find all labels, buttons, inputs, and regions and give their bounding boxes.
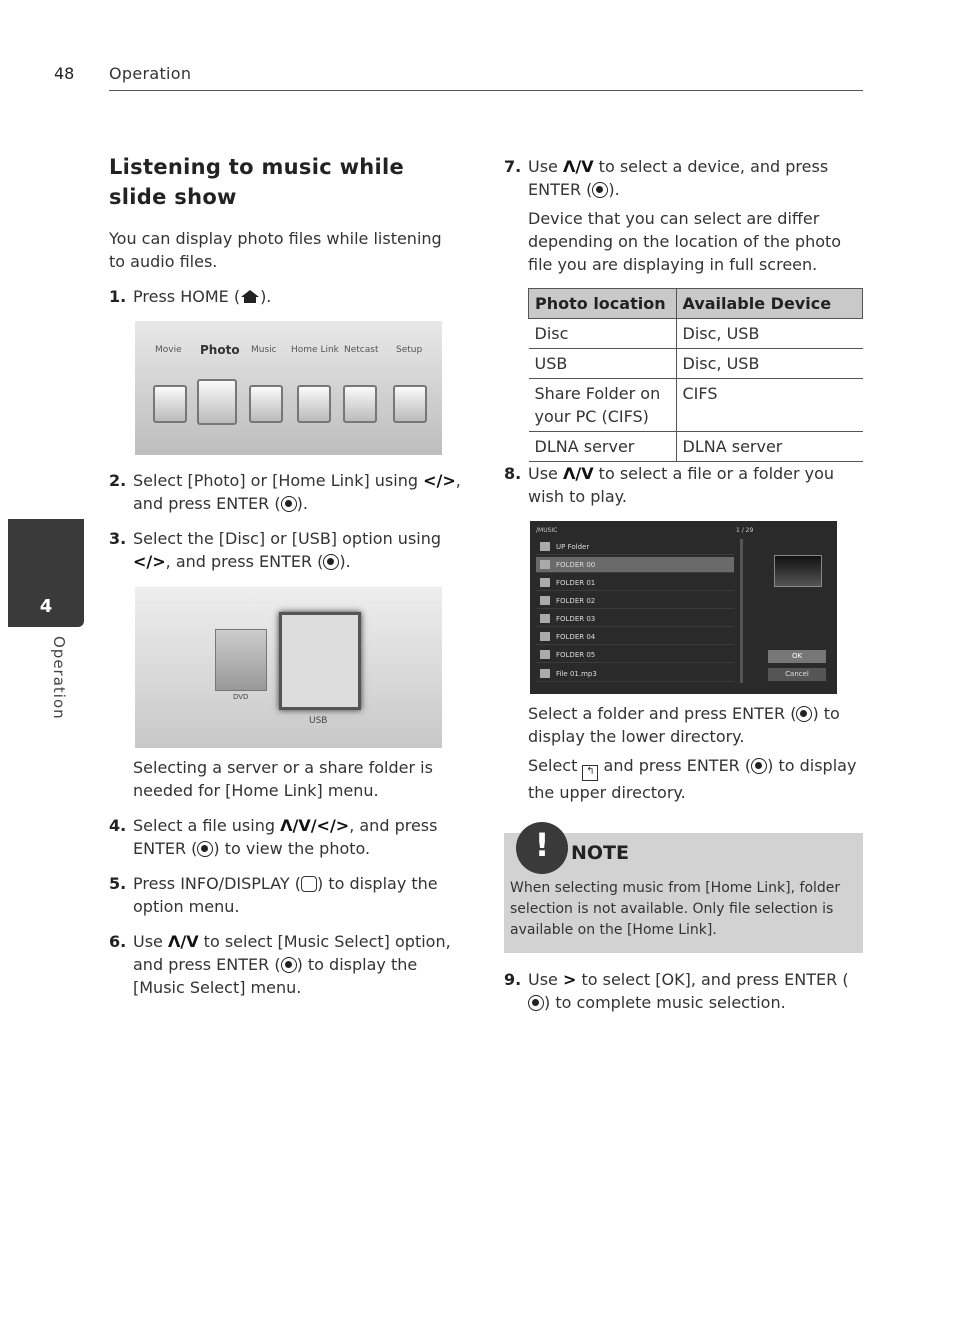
folder-path: /MUSIC (536, 527, 558, 534)
header-divider (109, 90, 863, 91)
step-text: ). (260, 287, 272, 306)
step-3 (109, 527, 467, 573)
step-6 (109, 930, 465, 999)
step-number: 1. (109, 287, 127, 306)
intro-text: You can display photo files while listening to audio files. (109, 229, 442, 271)
list-item[interactable]: FOLDER 05 (536, 647, 734, 663)
arrow-keys: Λ/V (167, 932, 199, 951)
step-text: Use (528, 157, 563, 176)
step-1 (109, 285, 463, 308)
arrow-keys: > (562, 970, 577, 989)
step-text: Select the [Disc] or [USB] option using (133, 529, 442, 548)
music-icon (249, 385, 283, 423)
step-number: 3. (109, 529, 127, 548)
menu-label: Music (251, 345, 277, 355)
step-text: ) to display the option menu. (133, 874, 438, 916)
step-text: , and press ENTER ( (133, 816, 438, 858)
menu-label: Setup (396, 345, 423, 355)
device-table (528, 288, 863, 462)
step-text: to select [Music Select] option, and press ENTER ( (133, 932, 451, 974)
cancel-button[interactable]: Cancel (768, 668, 826, 681)
note-text: Select (528, 756, 583, 775)
setup-icon (393, 385, 427, 423)
list-item[interactable]: FOLDER 02 (536, 593, 734, 609)
list-item[interactable]: File 01.mp3 (536, 666, 734, 682)
list-item[interactable]: UP Folder (536, 539, 734, 555)
scrollbar[interactable] (740, 539, 743, 683)
step-text: ). (339, 552, 351, 571)
table-cell: DLNA server (529, 432, 677, 462)
table-row (529, 432, 863, 462)
arrow-keys: </> (133, 552, 166, 571)
note-text: When selecting music from [Home Link], folder selection is not available. Only file selection is available on the [Home Link]. (510, 880, 841, 938)
step-7-note: Device that you can select are differ depending on the location of the photo file you are displaying in full screen. (528, 209, 842, 274)
table-cell: Disc, USB (676, 349, 863, 379)
arrow-keys: Λ/V (562, 157, 594, 176)
step-number: 6. (109, 932, 127, 951)
menu-label: Home Link (291, 345, 339, 355)
step-number: 2. (109, 471, 127, 490)
home-link-icon (297, 385, 331, 423)
table-cell: CIFS (676, 379, 863, 432)
table-row (529, 379, 863, 432)
step-text: Use (528, 464, 563, 483)
step-text: ) to complete music selection. (544, 993, 786, 1012)
list-item[interactable]: FOLDER 03 (536, 611, 734, 627)
step-text: Use (528, 970, 563, 989)
step-text: ) to display the [Music Select] menu. (133, 955, 418, 997)
up-folder-icon: ↰ (582, 765, 598, 781)
usb-icon (279, 612, 361, 710)
enter-icon (592, 182, 608, 198)
movie-icon (153, 385, 187, 423)
step-text: , and press ENTER ( (133, 471, 461, 513)
usb-label: USB (309, 716, 328, 726)
device-select-screenshot (135, 587, 442, 748)
dvd-label: DVD (233, 693, 249, 701)
menu-label: Photo (200, 343, 240, 357)
home-icon (240, 289, 260, 304)
enter-icon (796, 706, 812, 722)
step-text: to select a device, and press ENTER ( (528, 157, 829, 199)
list-item[interactable]: FOLDER 00 (536, 557, 734, 573)
photo-icon (197, 379, 237, 425)
table-cell: USB (529, 349, 677, 379)
list-item[interactable]: FOLDER 04 (536, 629, 734, 645)
arrow-keys: </> (423, 471, 456, 490)
step-text: Select a file using (133, 816, 281, 835)
chapter-label: Operation (50, 636, 68, 720)
column-header: Photo location (529, 289, 677, 319)
step-5 (109, 872, 465, 918)
step-text: ). (608, 180, 620, 199)
step-text: , and press ENTER ( (165, 552, 324, 571)
step-text: to select [OK], and press ENTER ( (576, 970, 849, 989)
note-title: NOTE (571, 842, 629, 864)
note-text: and press ENTER ( (598, 756, 752, 775)
step-text: Select [Photo] or [Home Link] using (133, 471, 424, 490)
enter-icon (751, 758, 767, 774)
ok-button[interactable]: OK (768, 650, 826, 663)
step-number: 4. (109, 816, 127, 835)
step-7 (504, 155, 866, 201)
dvd-icon (215, 629, 267, 691)
enter-icon (281, 957, 297, 973)
step-number: 5. (109, 874, 127, 893)
table-row (529, 349, 863, 379)
page-indicator: 1 / 29 (736, 527, 754, 534)
step-text: Press INFO/DISPLAY ( (133, 874, 301, 893)
enter-icon (528, 995, 544, 1011)
step-text: Press HOME ( (133, 287, 241, 306)
exclamation-mark: ! (534, 826, 550, 864)
arrow-keys: Λ/V (562, 464, 594, 483)
step-8-note-2 (528, 754, 858, 804)
table-row (529, 319, 863, 349)
step-9 (504, 968, 864, 1014)
enter-icon (197, 841, 213, 857)
step-text: ) to view the photo. (213, 839, 371, 858)
note-text: ) to display the upper directory. (528, 756, 857, 802)
home-menu-screenshot (135, 321, 442, 455)
music-select-screenshot (530, 521, 837, 694)
step-number: 7. (504, 157, 522, 176)
table-header-row (529, 289, 863, 319)
arrow-keys: Λ/V/</> (280, 816, 350, 835)
chapter-number: 4 (39, 596, 53, 617)
menu-label: Netcast (344, 345, 379, 355)
page-number: 48 (54, 64, 75, 83)
menu-label: Movie (155, 345, 182, 355)
preview-thumbnail (774, 555, 822, 587)
table-cell: Share Folder on your PC (CIFS) (529, 379, 677, 432)
table-cell: Disc, USB (676, 319, 863, 349)
table-cell: Disc (529, 319, 677, 349)
step-text: Use (133, 932, 168, 951)
step-3-note: Selecting a server or a share folder is needed for [Home Link] menu. (133, 758, 433, 800)
step-8 (504, 462, 864, 508)
step-number: 9. (504, 970, 522, 989)
step-2 (109, 469, 465, 515)
enter-icon (281, 496, 297, 512)
step-text: ). (296, 494, 308, 513)
netcast-icon (343, 385, 377, 423)
note-text: Select a folder and press ENTER ( (528, 704, 797, 723)
step-8-note-1 (528, 702, 858, 748)
page-title: Listening to music while slide show (109, 155, 405, 209)
table-cell: DLNA server (676, 432, 863, 462)
enter-icon (323, 554, 339, 570)
note-text: ) to display the lower directory. (528, 704, 840, 746)
info-display-icon (301, 876, 317, 892)
column-header: Available Device (676, 289, 863, 319)
section-header: Operation (109, 64, 192, 83)
step-text: to select a file or a folder you wish to play. (528, 464, 835, 506)
list-item[interactable]: FOLDER 01 (536, 575, 734, 591)
step-number: 8. (504, 464, 522, 483)
step-4 (109, 814, 465, 860)
